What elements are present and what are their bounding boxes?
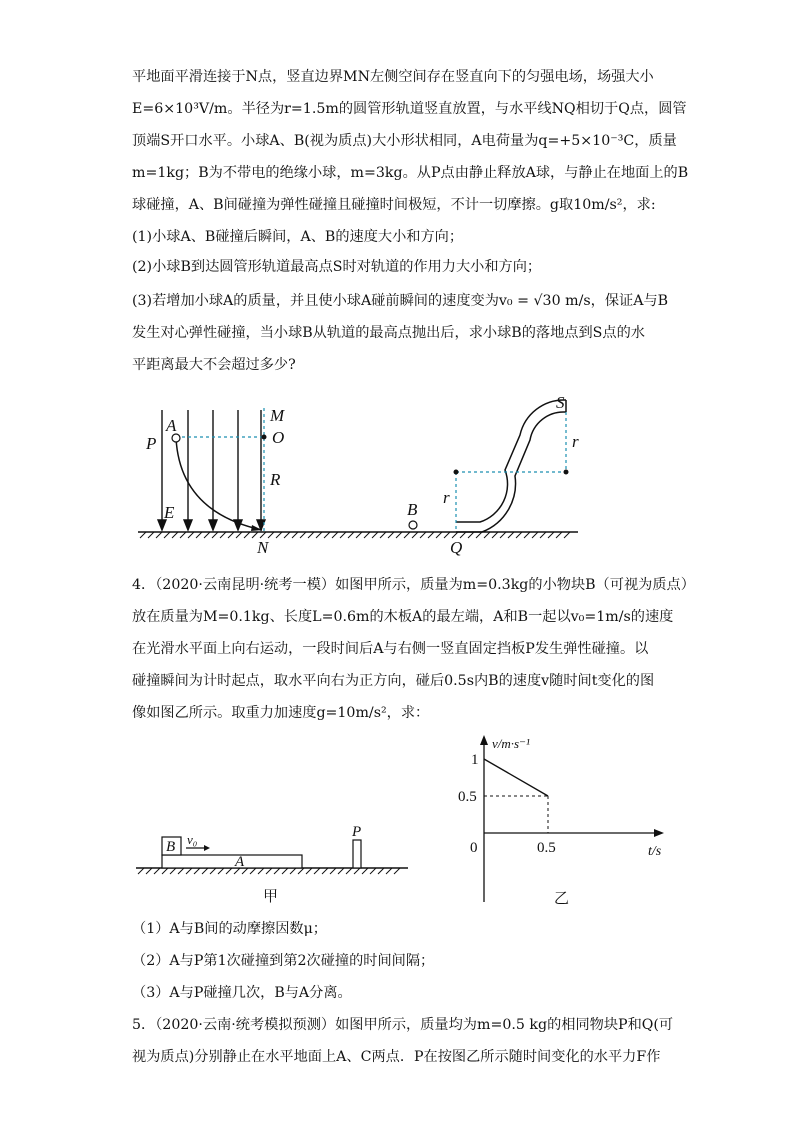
series-v-line [484, 759, 548, 796]
label-r-right: r [572, 432, 579, 451]
p3-question-3: (3)若增加小球A的质量，并且使小球A碰前瞬间的速度变为v₀ = √30 m/s，保证A与B [132, 293, 669, 309]
label-r-left: r [443, 488, 450, 507]
y-tick-label-1: 1 [471, 752, 479, 768]
label-O: O [272, 428, 285, 447]
chart-xlabel: t/s [648, 844, 662, 859]
label-E: E [164, 503, 175, 522]
chart-ylabel: v/m·s⁻¹ [492, 736, 530, 751]
y-axis-arrow [480, 735, 488, 745]
label-Q: Q [450, 538, 463, 557]
p3-line-2: E=6×10³V/m。半径为r=1.5m的圆管形轨道竖直放置，与水平线NQ相切于Q点，圆管 [132, 101, 687, 117]
label-M: M [270, 406, 285, 425]
p4-line-1: 4．（2020·云南昆明·统考一模）如图甲所示，质量为m=0.3kg的小物块B（可视为质点） [132, 577, 695, 593]
jia-label-v0: v₀ [187, 832, 198, 847]
p3-line-9: 发生对心弹性碰撞，当小球B从轨道的最高点抛出后，求小球B的落地点到S点的水 [132, 325, 645, 341]
p3-line-5: 球碰撞，A、B间碰撞为弹性碰撞且碰撞时间极短，不计一切摩擦。g取10m/s²，求: [132, 197, 656, 213]
x-axis-arrow [654, 829, 664, 837]
label-B: B [407, 500, 418, 519]
y-tick-label-0: 0.5 [458, 789, 477, 805]
chart-origin: 0 [470, 840, 478, 856]
p5-line-1: 5．（2020·云南·统考模拟预测）如图甲所示，质量均为m=0.5 kg的相同物块P和Q(可 [132, 1017, 674, 1033]
p3-line-3: 顶端S开口水平。小球A、B(视为质点)大小形状相同，A电荷量为q=+5×10⁻³C，质量 [132, 133, 677, 149]
label-A: A [166, 416, 177, 435]
jia-label-P: P [352, 824, 362, 840]
p5-line-2: 视为质点)分别静止在水平地面上A、C两点．P在按图乙所示随时间变化的水平力F作 [132, 1049, 661, 1065]
p3-line-1: 平地面平滑连接于N点，竖直边界MN左侧空间存在竖直向下的匀强电场，场强大小 [132, 69, 654, 85]
yi-caption: 乙 [554, 891, 570, 907]
p3-line-10: 平距离最大不会超过多少? [132, 357, 296, 373]
jia-label-A: A [235, 854, 245, 870]
p4-line-5: 像如图乙所示。取重力加速度g=10m/s²，求： [132, 705, 430, 721]
jia-label-B: B [166, 839, 176, 855]
label-N: N [257, 538, 269, 557]
p3-line-4: m=1kg；B为不带电的绝缘小球，m=3kg。从P点由静止释放A球，与静止在地面上的B [132, 165, 689, 181]
jia-caption: 甲 [263, 889, 279, 905]
p3-question-2: (2)小球B到达圆管形轨道最高点S时对轨道的作用力大小和方向； [132, 259, 542, 275]
p4-question-2: （2）A与P第1次碰撞到第2次碰撞的时间间隔； [132, 953, 435, 969]
label-P: P [146, 434, 157, 453]
p4-line-2: 放在质量为M=0.1kg、长度L=0.6m的木板A的最左端，A和B一起以v₀=1m/s的速度 [132, 609, 674, 625]
p4-question-3: （3）A与P碰撞几次，B与A分离。 [132, 985, 352, 1001]
label-S: S [556, 393, 565, 412]
p3-question-1: (1)小球A、B碰撞后瞬间，A、B的速度大小和方向； [132, 229, 464, 245]
x-tick-label-1: 0.5 [537, 840, 556, 856]
p4-line-3: 在光滑水平面上向右运动，一段时间后A与右侧一竖直固定挡板P发生弹性碰撞。以 [132, 641, 649, 657]
p4-question-1: （1）A与B间的动摩擦因数μ； [132, 921, 327, 937]
label-R: R [270, 470, 281, 489]
p4-line-4: 碰撞瞬间为计时起点，取水平向右为正方向，碰后0.5s内B的速度v随时间t变化的图 [132, 673, 655, 689]
